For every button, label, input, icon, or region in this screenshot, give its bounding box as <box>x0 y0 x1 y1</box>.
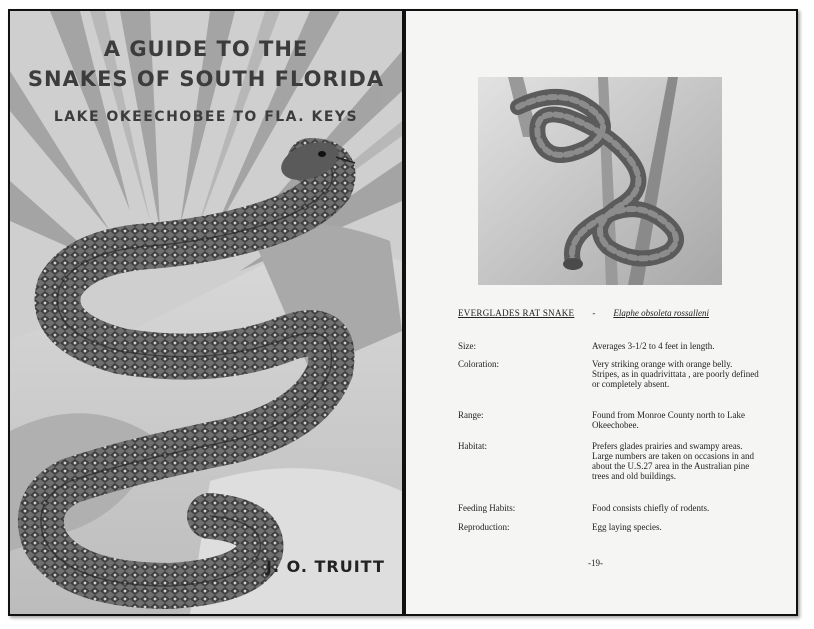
entry-label: Reproduction: <box>458 522 510 532</box>
entry-label: Habitat: <box>458 441 487 451</box>
cover-title-line-1: A GUIDE TO THE <box>103 37 309 61</box>
entry-label: Coloration: <box>458 359 499 369</box>
entry-value: Very striking orange with orange belly. Stripes, as in quadrivittata , are poorly defined or completely absent. <box>592 359 759 389</box>
book-page <box>404 9 798 616</box>
cover-subtitle: LAKE OKEECHOBEE TO FLA. KEYS <box>53 109 359 125</box>
rattlesnake-cover-photo <box>10 11 402 614</box>
cover-title-line-2: SNAKES OF SOUTH FLORIDA <box>27 67 385 91</box>
species-common-name: EVERGLADES RAT SNAKE <box>458 308 575 318</box>
cover-author: J. O. TRUITT <box>266 557 385 576</box>
rat-snake-photo <box>478 77 722 285</box>
entry-label: Feeding Habits: <box>458 503 516 513</box>
entry-value: Prefers glades prairies and swampy areas. Large numbers are taken on occasions in and about the U.S.27 area in the Australian pine trees and old buildings. <box>592 441 755 481</box>
entry-value: Egg laying species. <box>592 522 662 532</box>
page-number: -19- <box>588 558 603 568</box>
entry-value: Food consists chiefly of rodents. <box>592 503 710 513</box>
entry-value: Found from Monroe County north to Lake Okeechobee. <box>592 410 745 430</box>
entry-label: Size: <box>458 341 476 351</box>
book-cover <box>8 9 404 616</box>
species-heading <box>458 308 709 318</box>
heading-dash: - <box>592 308 596 318</box>
species-scientific-name: Elaphe obsoleta rossalleni <box>613 308 710 318</box>
entry-label: Range: <box>458 410 484 420</box>
entry-value: Averages 3-1/2 to 4 feet in length. <box>592 341 715 351</box>
